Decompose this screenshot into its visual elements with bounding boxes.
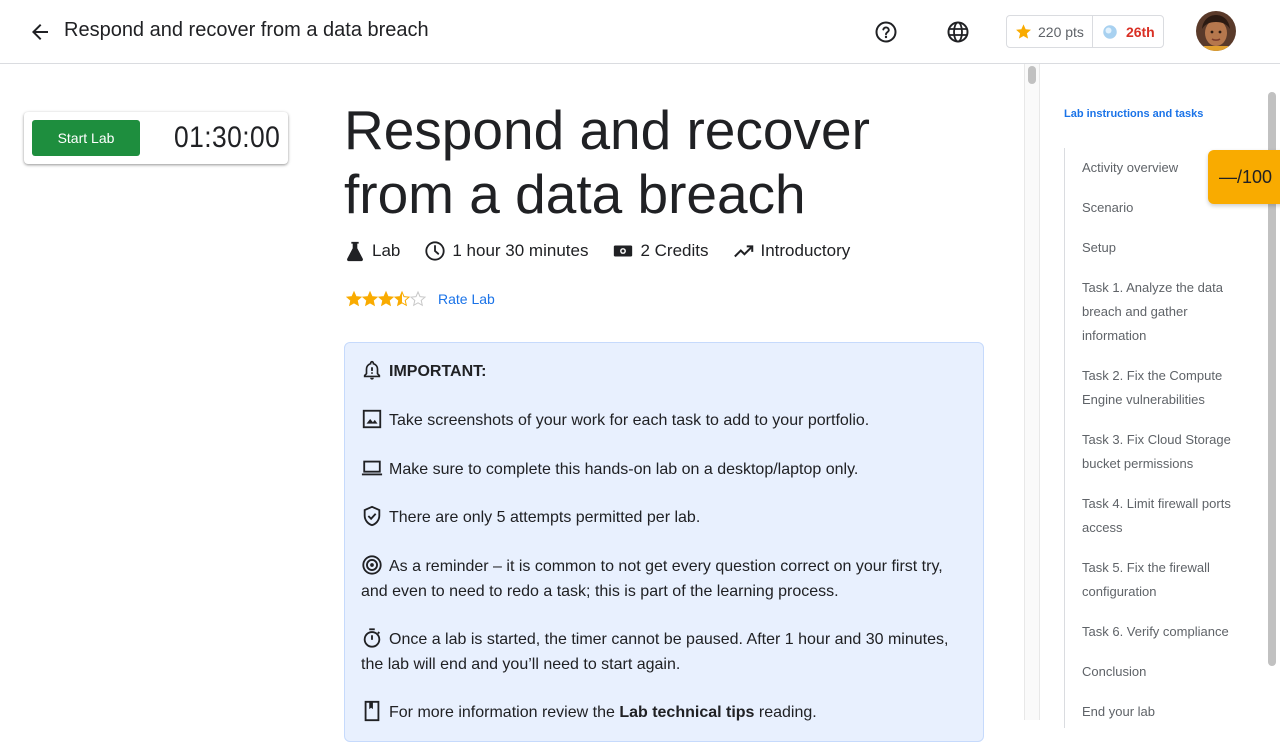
points-badge (1007, 16, 1093, 47)
league-badge-icon (1101, 23, 1119, 41)
nav-item-task-3[interactable]: Task 3. Fix Cloud Storage bucket permissions (1082, 432, 1231, 471)
flask-icon (344, 240, 366, 262)
lab-meta (344, 240, 874, 262)
stopwatch-icon (361, 627, 383, 649)
rating-star[interactable] (363, 292, 377, 305)
nav-item-conclusion[interactable]: Conclusion (1082, 664, 1147, 679)
important-item-reminder: As a reminder – it is common to not get every question correct on your first try, and even to need to redo a task; this is part of the learning process. (361, 554, 961, 604)
star-icon (1015, 23, 1032, 40)
important-box (344, 342, 984, 742)
nav-heading[interactable]: Lab instructions and tasks (1064, 108, 1204, 120)
nav-item-task-4[interactable]: Task 4. Limit firewall ports access (1082, 496, 1231, 535)
rank-badge (1093, 16, 1163, 47)
back-button[interactable] (26, 18, 54, 46)
top-bar (0, 0, 1280, 64)
lab-technical-tips-link[interactable]: Lab technical tips (619, 704, 755, 721)
image-icon (361, 408, 383, 430)
lab-level: Introductory (733, 240, 851, 262)
bell-icon (361, 359, 383, 381)
nav-item-task-2[interactable]: Task 2. Fix the Compute Engine vulnerabilities (1082, 368, 1223, 407)
lab-duration: 1 hour 30 minutes (424, 240, 588, 262)
rating-row (346, 290, 495, 308)
rating-star[interactable] (347, 292, 361, 305)
globe-icon (946, 20, 970, 44)
credits-icon (612, 240, 634, 262)
important-item-screenshots: Take screenshots of your work for each task to add to your portfolio. (361, 408, 961, 433)
nav-item-scenario[interactable]: Scenario (1082, 200, 1134, 215)
trending-up-icon (733, 240, 755, 262)
nav-item-task-5[interactable]: Task 5. Fix the firewall configuration (1082, 560, 1210, 599)
main-scroll-thumb[interactable] (1028, 66, 1036, 84)
target-icon (361, 554, 383, 576)
important-item-desktop: Make sure to complete this hands-on lab on a desktop/laptop only. (361, 457, 961, 482)
lab-type: Lab (344, 240, 400, 262)
main-scrollbar[interactable] (1024, 64, 1040, 720)
page-title: Respond and recover from a data breach (64, 19, 429, 41)
important-item-tips: For more information review the Lab technical tips reading. (361, 700, 961, 725)
clock-icon (424, 240, 446, 262)
important-item-timer: Once a lab is started, the timer cannot be paused. After 1 hour and 30 minutes, the lab will end and you’ll need to start again. (361, 627, 961, 677)
shield-check-icon (361, 505, 383, 527)
points-value: 220 pts (1038, 23, 1084, 40)
avatar[interactable] (1196, 11, 1236, 51)
help-icon (874, 20, 898, 44)
points-rank-widget[interactable] (1006, 15, 1164, 48)
rate-lab-link[interactable]: Rate Lab (438, 291, 495, 307)
nav-item-end-lab[interactable]: End your lab (1082, 704, 1155, 719)
nav-divider (1064, 148, 1065, 728)
lab-control-card (24, 112, 288, 164)
nav-item-task-1[interactable]: Task 1. Analyze the data breach and gather information (1082, 280, 1223, 343)
important-heading: IMPORTANT: (361, 359, 961, 384)
language-button[interactable] (944, 18, 972, 46)
help-button[interactable] (872, 18, 900, 46)
rating-star[interactable] (395, 292, 409, 305)
rating-star[interactable] (379, 292, 393, 305)
start-lab-button[interactable]: Start Lab (32, 120, 140, 156)
nav-item-setup[interactable]: Setup (1082, 240, 1116, 255)
rank-value: 26th (1125, 23, 1155, 40)
lab-title: Respond and recover from a data breach (344, 99, 870, 225)
rating-star[interactable] (411, 292, 425, 305)
lab-timer: 01:30:00 (174, 121, 281, 154)
lab-credits: 2 Credits (612, 240, 708, 262)
nav-item-activity-overview[interactable]: Activity overview (1082, 160, 1179, 175)
book-icon (361, 700, 383, 722)
star-rating[interactable] (346, 290, 428, 308)
nav-item-task-6[interactable]: Task 6. Verify compliance (1082, 624, 1229, 639)
laptop-icon (361, 457, 383, 479)
important-item-attempts: There are only 5 attempts permitted per lab. (361, 505, 961, 530)
profile-photo-icon (1196, 11, 1236, 51)
score-badge[interactable]: —/100 (1208, 150, 1280, 204)
arrow-back-icon (30, 22, 50, 42)
